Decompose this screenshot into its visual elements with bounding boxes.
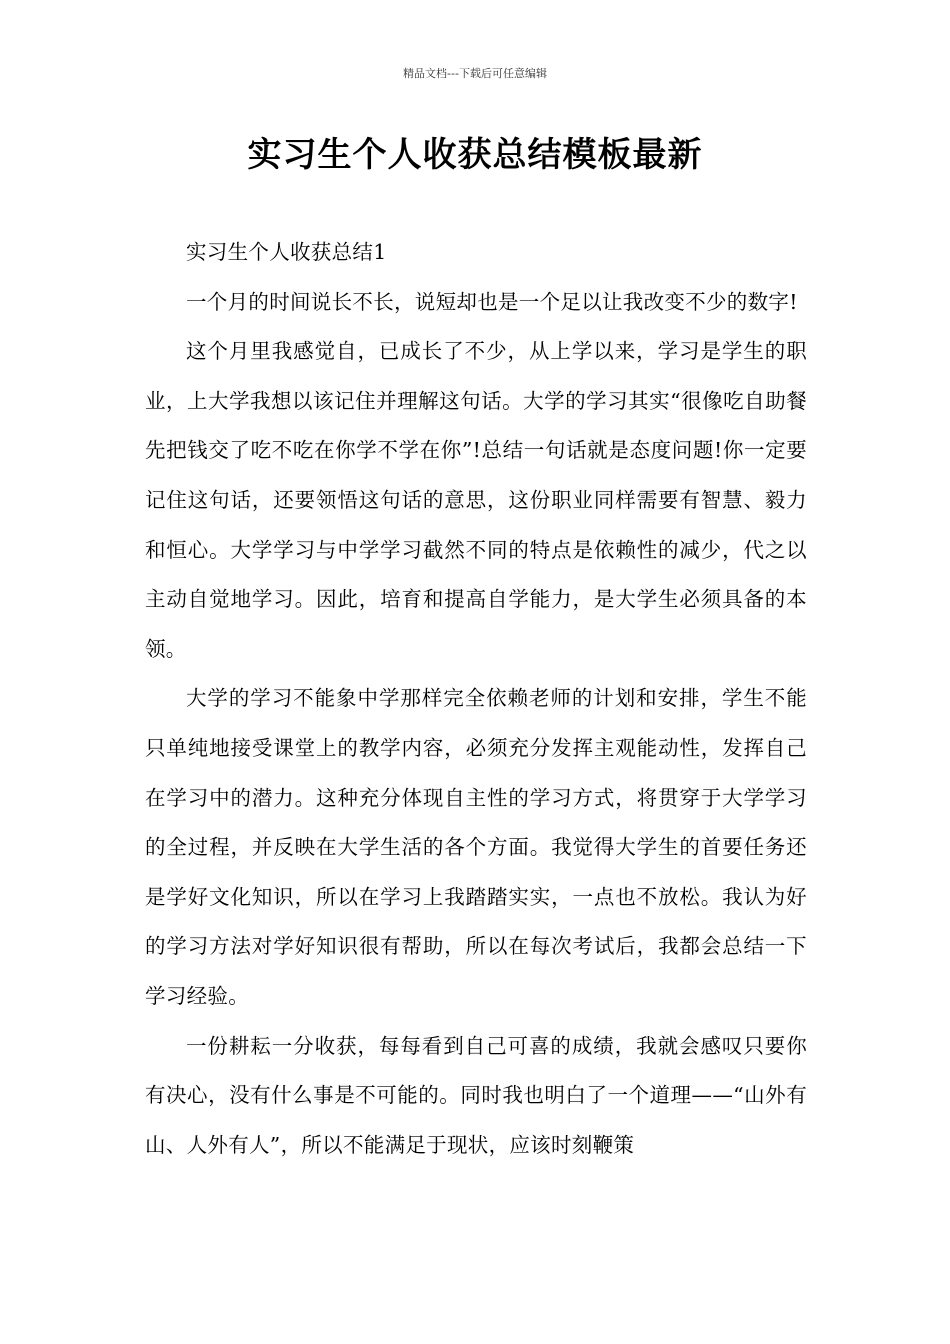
document-body <box>145 228 807 1170</box>
paragraph-2: 这个月里我感觉自，已成长了不少，从上学以来，学习是学生的职业，上大学我想以该记住并理解这句话。大学的学习其实“很像吃自助餐先把钱交了吃不吃在你学不学在你”!总结一句话就是态度问题!你一定要记住这句话，还要领悟这句话的意思，这份职业同样需要有智慧、毅力和恒心。大学学习与中学学习截然不同的特点是依赖性的减少，代之以主动自觉地学习。因此，培育和提高自学能力，是大学生必须具备的本领。 <box>145 339 807 661</box>
paragraph-3: 大学的学习不能象中学那样完全依赖老师的计划和安排，学生不能只单纯地接受课堂上的教学内容，必须充分发挥主观能动性，发挥自己在学习中的潜力。这种充分体现自主性的学习方式，将贯穿于大学学习的全过程，并反映在大学生活的各个方面。我觉得大学生的首要任务还是学好文化知识，所以在学习上我踏踏实实，一点也不放松。我认为好的学习方法对学好知识很有帮助，所以在每次考试后，我都会总结一下学习经验。 <box>145 686 807 1008</box>
document-title: 实习生个人收获总结模板最新 <box>247 135 703 175</box>
paragraph-1: 一个月的时间说长不长，说短却也是一个足以让我改变不少的数字! <box>186 289 798 314</box>
section-heading: 实习生个人收获总结1 <box>186 240 387 264</box>
header-note: 精品文档---下载后可任意编辑 <box>403 67 547 80</box>
paragraph-4: 一份耕耘一分收获，每每看到自己可喜的成绩，我就会感叹只要你有决心，没有什么事是不可能的。同时我也明白了一个道理——“山外有山、人外有人”，所以不能满足于现状，应该时刻鞭策 <box>145 1033 807 1157</box>
